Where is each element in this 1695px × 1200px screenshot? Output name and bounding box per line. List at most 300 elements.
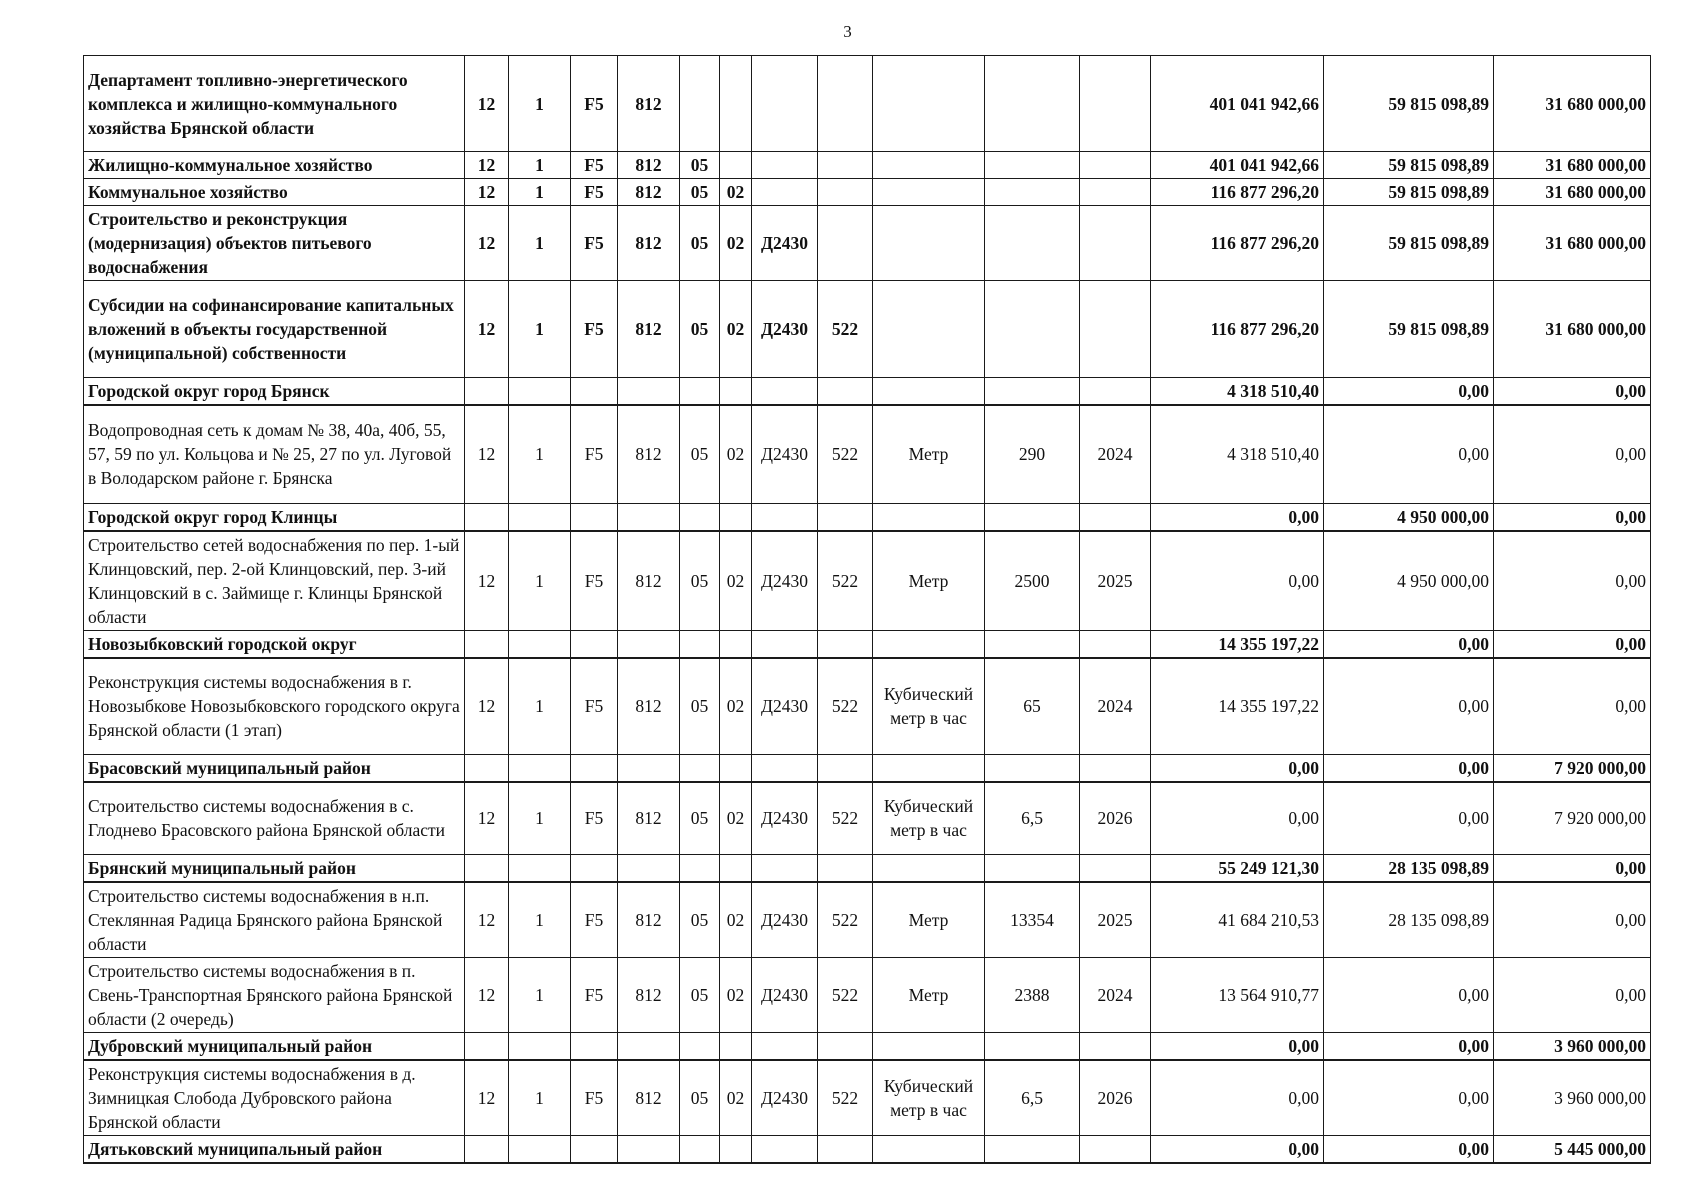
target-item-cell <box>752 630 818 658</box>
amount-cell-3: 7 920 000,00 <box>1494 782 1651 854</box>
row-name-cell: Строительство и реконструкция (модернизация) объектов питьевого водоснабжения <box>84 206 465 281</box>
target-item-cell: Д2430 <box>752 957 818 1032</box>
code-cell-1: 12 <box>465 179 509 206</box>
year-cell <box>1080 1032 1151 1060</box>
code-cell-1 <box>465 1032 509 1060</box>
section-cell: 05 <box>680 782 720 854</box>
code-cell-1: 12 <box>465 206 509 281</box>
subsection-cell <box>720 503 752 531</box>
section-cell <box>680 854 720 882</box>
code-cell-4 <box>618 378 680 406</box>
code-cell-3: F5 <box>571 882 618 958</box>
unit-cell <box>873 854 985 882</box>
section-cell <box>680 630 720 658</box>
amount-cell-3: 5 445 000,00 <box>1494 1135 1651 1163</box>
target-item-cell <box>752 503 818 531</box>
code-cell-4: 812 <box>618 957 680 1032</box>
code-cell-3 <box>571 1135 618 1163</box>
expense-type-cell: 522 <box>818 957 873 1032</box>
target-item-cell <box>752 179 818 206</box>
capacity-cell <box>985 206 1080 281</box>
subsection-cell: 02 <box>720 206 752 281</box>
table-row <box>84 1060 1651 1136</box>
code-cell-3: F5 <box>571 281 618 378</box>
table-row <box>84 206 1651 281</box>
capacity-cell <box>985 630 1080 658</box>
amount-cell-1: 0,00 <box>1151 1032 1324 1060</box>
amount-cell-1: 0,00 <box>1151 755 1324 783</box>
amount-cell-2: 0,00 <box>1324 658 1494 755</box>
table-body <box>84 56 1651 1163</box>
table-subheader-row <box>84 755 1651 783</box>
unit-cell: Метр <box>873 405 985 503</box>
section-cell <box>680 378 720 406</box>
code-cell-3: F5 <box>571 782 618 854</box>
code-cell-4: 812 <box>618 782 680 854</box>
target-item-cell: Д2430 <box>752 882 818 958</box>
capacity-cell <box>985 281 1080 378</box>
expense-type-cell <box>818 503 873 531</box>
unit-cell <box>873 503 985 531</box>
target-item-cell: Д2430 <box>752 1060 818 1136</box>
amount-cell-3: 31 680 000,00 <box>1494 56 1651 152</box>
amount-cell-3: 0,00 <box>1494 882 1651 958</box>
section-cell: 05 <box>680 957 720 1032</box>
year-cell <box>1080 378 1151 406</box>
amount-cell-2: 0,00 <box>1324 957 1494 1032</box>
row-name-cell: Новозыбковский городской округ <box>84 630 465 658</box>
target-item-cell <box>752 378 818 406</box>
expense-type-cell: 522 <box>818 531 873 631</box>
unit-cell: Метр <box>873 957 985 1032</box>
code-cell-3: F5 <box>571 405 618 503</box>
code-cell-1: 12 <box>465 56 509 152</box>
code-cell-1: 12 <box>465 152 509 179</box>
expense-type-cell <box>818 56 873 152</box>
unit-cell: Кубический метр в час <box>873 658 985 755</box>
amount-cell-1: 4 318 510,40 <box>1151 405 1324 503</box>
capacity-cell <box>985 755 1080 783</box>
amount-cell-1: 116 877 296,20 <box>1151 179 1324 206</box>
amount-cell-1: 0,00 <box>1151 503 1324 531</box>
code-cell-4: 812 <box>618 405 680 503</box>
code-cell-2: 1 <box>509 1060 571 1136</box>
table-row <box>84 56 1651 152</box>
code-cell-2: 1 <box>509 405 571 503</box>
row-name-cell: Субсидии на софинансирование капитальных вложений в объекты государственной (муниципальной) собственности <box>84 281 465 378</box>
code-cell-2 <box>509 1135 571 1163</box>
row-name-cell: Дятьковский муниципальный район <box>84 1135 465 1163</box>
code-cell-1: 12 <box>465 782 509 854</box>
expense-type-cell: 522 <box>818 782 873 854</box>
amount-cell-2: 59 815 098,89 <box>1324 206 1494 281</box>
code-cell-3 <box>571 854 618 882</box>
row-name-cell: Строительство системы водоснабжения в п. Свень-Транспортная Брянского района Брянской области (2 очередь) <box>84 957 465 1032</box>
table-row <box>84 531 1651 631</box>
unit-cell <box>873 1032 985 1060</box>
subsection-cell <box>720 630 752 658</box>
capacity-cell: 6,5 <box>985 1060 1080 1136</box>
amount-cell-1: 13 564 910,77 <box>1151 957 1324 1032</box>
code-cell-2 <box>509 1032 571 1060</box>
code-cell-3: F5 <box>571 1060 618 1136</box>
code-cell-2: 1 <box>509 206 571 281</box>
unit-cell <box>873 206 985 281</box>
page-number: 3 <box>843 22 852 41</box>
code-cell-3: F5 <box>571 531 618 631</box>
amount-cell-2: 28 135 098,89 <box>1324 882 1494 958</box>
unit-cell <box>873 755 985 783</box>
amount-cell-1: 41 684 210,53 <box>1151 882 1324 958</box>
code-cell-3: F5 <box>571 658 618 755</box>
table-subheader-row <box>84 503 1651 531</box>
table-subheader-row <box>84 630 1651 658</box>
year-cell <box>1080 206 1151 281</box>
code-cell-3: F5 <box>571 206 618 281</box>
target-item-cell <box>752 854 818 882</box>
code-cell-4 <box>618 503 680 531</box>
section-cell: 05 <box>680 152 720 179</box>
code-cell-3 <box>571 503 618 531</box>
amount-cell-2: 59 815 098,89 <box>1324 281 1494 378</box>
amount-cell-1: 401 041 942,66 <box>1151 56 1324 152</box>
amount-cell-2: 59 815 098,89 <box>1324 152 1494 179</box>
target-item-cell: Д2430 <box>752 531 818 631</box>
section-cell: 05 <box>680 1060 720 1136</box>
row-name-cell: Городской округ город Брянск <box>84 378 465 406</box>
subsection-cell: 02 <box>720 882 752 958</box>
amount-cell-3: 0,00 <box>1494 957 1651 1032</box>
expense-type-cell: 522 <box>818 1060 873 1136</box>
code-cell-3 <box>571 1032 618 1060</box>
subsection-cell <box>720 56 752 152</box>
section-cell: 05 <box>680 882 720 958</box>
code-cell-4: 812 <box>618 1060 680 1136</box>
subsection-cell <box>720 854 752 882</box>
row-name-cell: Брянский муниципальный район <box>84 854 465 882</box>
unit-cell: Кубический метр в час <box>873 782 985 854</box>
expense-type-cell <box>818 206 873 281</box>
code-cell-4 <box>618 1032 680 1060</box>
code-cell-3: F5 <box>571 957 618 1032</box>
section-cell: 05 <box>680 206 720 281</box>
target-item-cell: Д2430 <box>752 206 818 281</box>
amount-cell-3: 31 680 000,00 <box>1494 206 1651 281</box>
expense-type-cell <box>818 755 873 783</box>
amount-cell-1: 14 355 197,22 <box>1151 658 1324 755</box>
year-cell: 2024 <box>1080 405 1151 503</box>
code-cell-3: F5 <box>571 179 618 206</box>
section-cell <box>680 1135 720 1163</box>
code-cell-1 <box>465 630 509 658</box>
table-row <box>84 957 1651 1032</box>
code-cell-1: 12 <box>465 281 509 378</box>
amount-cell-2: 0,00 <box>1324 1032 1494 1060</box>
target-item-cell: Д2430 <box>752 281 818 378</box>
code-cell-2: 1 <box>509 957 571 1032</box>
amount-cell-1: 4 318 510,40 <box>1151 378 1324 406</box>
target-item-cell <box>752 1032 818 1060</box>
subsection-cell <box>720 1135 752 1163</box>
code-cell-1: 12 <box>465 405 509 503</box>
year-cell <box>1080 152 1151 179</box>
capacity-cell: 2388 <box>985 957 1080 1032</box>
code-cell-4: 812 <box>618 56 680 152</box>
target-item-cell: Д2430 <box>752 658 818 755</box>
year-cell: 2024 <box>1080 957 1151 1032</box>
section-cell <box>680 755 720 783</box>
unit-cell <box>873 378 985 406</box>
code-cell-4: 812 <box>618 206 680 281</box>
expense-type-cell: 522 <box>818 658 873 755</box>
code-cell-3: F5 <box>571 152 618 179</box>
unit-cell <box>873 56 985 152</box>
row-name-cell: Жилищно-коммунальное хозяйство <box>84 152 465 179</box>
year-cell: 2024 <box>1080 658 1151 755</box>
code-cell-4: 812 <box>618 152 680 179</box>
expense-type-cell <box>818 378 873 406</box>
code-cell-4: 812 <box>618 531 680 631</box>
code-cell-1: 12 <box>465 882 509 958</box>
expense-type-cell: 522 <box>818 882 873 958</box>
amount-cell-3: 0,00 <box>1494 531 1651 631</box>
capacity-cell <box>985 503 1080 531</box>
expense-type-cell <box>818 1032 873 1060</box>
amount-cell-2: 0,00 <box>1324 630 1494 658</box>
table-subheader-row <box>84 378 1651 406</box>
target-item-cell <box>752 1135 818 1163</box>
code-cell-4: 812 <box>618 882 680 958</box>
row-name-cell: Водопроводная сеть к домам № 38, 40а, 40б, 55, 57, 59 по ул. Кольцова и № 25, 27 по ул. Луговой в Володарском районе г. Брянска <box>84 405 465 503</box>
code-cell-2 <box>509 854 571 882</box>
amount-cell-1: 55 249 121,30 <box>1151 854 1324 882</box>
year-cell: 2026 <box>1080 782 1151 854</box>
code-cell-2: 1 <box>509 56 571 152</box>
section-cell: 05 <box>680 405 720 503</box>
row-name-cell: Департамент топливно-энергетического комплекса и жилищно-коммунального хозяйства Брянской области <box>84 56 465 152</box>
capacity-cell <box>985 56 1080 152</box>
subsection-cell: 02 <box>720 281 752 378</box>
code-cell-1: 12 <box>465 957 509 1032</box>
subsection-cell <box>720 755 752 783</box>
capacity-cell <box>985 1032 1080 1060</box>
code-cell-2: 1 <box>509 882 571 958</box>
amount-cell-1: 0,00 <box>1151 1135 1324 1163</box>
capacity-cell <box>985 378 1080 406</box>
subsection-cell: 02 <box>720 957 752 1032</box>
unit-cell <box>873 630 985 658</box>
expense-type-cell <box>818 179 873 206</box>
amount-cell-3: 3 960 000,00 <box>1494 1060 1651 1136</box>
section-cell <box>680 56 720 152</box>
amount-cell-3: 31 680 000,00 <box>1494 179 1651 206</box>
unit-cell <box>873 1135 985 1163</box>
year-cell <box>1080 854 1151 882</box>
capacity-cell <box>985 179 1080 206</box>
amount-cell-3: 0,00 <box>1494 503 1651 531</box>
unit-cell <box>873 152 985 179</box>
table-row <box>84 882 1651 958</box>
code-cell-2: 1 <box>509 152 571 179</box>
amount-cell-2: 59 815 098,89 <box>1324 179 1494 206</box>
amount-cell-3: 0,00 <box>1494 405 1651 503</box>
row-name-cell: Строительство системы водоснабжения в н.п. Стеклянная Радица Брянского района Брянской области <box>84 882 465 958</box>
subsection-cell: 02 <box>720 405 752 503</box>
section-cell: 05 <box>680 179 720 206</box>
expense-type-cell <box>818 630 873 658</box>
year-cell <box>1080 503 1151 531</box>
amount-cell-2: 4 950 000,00 <box>1324 503 1494 531</box>
code-cell-3 <box>571 378 618 406</box>
amount-cell-1: 0,00 <box>1151 782 1324 854</box>
code-cell-1 <box>465 1135 509 1163</box>
year-cell: 2025 <box>1080 882 1151 958</box>
code-cell-1 <box>465 755 509 783</box>
amount-cell-2: 0,00 <box>1324 1135 1494 1163</box>
table-row <box>84 179 1651 206</box>
code-cell-4 <box>618 854 680 882</box>
year-cell <box>1080 1135 1151 1163</box>
code-cell-3 <box>571 755 618 783</box>
unit-cell: Метр <box>873 882 985 958</box>
code-cell-2: 1 <box>509 782 571 854</box>
code-cell-4 <box>618 630 680 658</box>
year-cell <box>1080 56 1151 152</box>
expense-type-cell: 522 <box>818 405 873 503</box>
code-cell-3: F5 <box>571 56 618 152</box>
code-cell-2 <box>509 630 571 658</box>
amount-cell-2: 0,00 <box>1324 755 1494 783</box>
amount-cell-2: 0,00 <box>1324 405 1494 503</box>
expense-type-cell <box>818 1135 873 1163</box>
target-item-cell <box>752 755 818 783</box>
code-cell-4: 812 <box>618 658 680 755</box>
code-cell-2 <box>509 503 571 531</box>
amount-cell-3: 3 960 000,00 <box>1494 1032 1651 1060</box>
row-name-cell: Брасовский муниципальный район <box>84 755 465 783</box>
subsection-cell <box>720 378 752 406</box>
year-cell: 2025 <box>1080 531 1151 631</box>
subsection-cell: 02 <box>720 782 752 854</box>
subsection-cell: 02 <box>720 1060 752 1136</box>
table-row <box>84 281 1651 378</box>
row-name-cell: Коммунальное хозяйство <box>84 179 465 206</box>
amount-cell-3: 31 680 000,00 <box>1494 281 1651 378</box>
amount-cell-1: 14 355 197,22 <box>1151 630 1324 658</box>
amount-cell-1: 116 877 296,20 <box>1151 206 1324 281</box>
amount-cell-2: 59 815 098,89 <box>1324 56 1494 152</box>
unit-cell: Кубический метр в час <box>873 1060 985 1136</box>
subsection-cell <box>720 1032 752 1060</box>
code-cell-4 <box>618 1135 680 1163</box>
unit-cell: Метр <box>873 531 985 631</box>
target-item-cell <box>752 56 818 152</box>
amount-cell-3: 0,00 <box>1494 378 1651 406</box>
table-subheader-row <box>84 1135 1651 1163</box>
code-cell-2: 1 <box>509 658 571 755</box>
code-cell-2: 1 <box>509 531 571 631</box>
table-row <box>84 152 1651 179</box>
code-cell-4: 812 <box>618 179 680 206</box>
amount-cell-3: 7 920 000,00 <box>1494 755 1651 783</box>
subsection-cell: 02 <box>720 531 752 631</box>
amount-cell-2: 4 950 000,00 <box>1324 531 1494 631</box>
capacity-cell <box>985 152 1080 179</box>
code-cell-2: 1 <box>509 281 571 378</box>
unit-cell <box>873 281 985 378</box>
row-name-cell: Реконструкция системы водоснабжения в г. Новозыбкове Новозыбковского городского округа Брянской области (1 этап) <box>84 658 465 755</box>
table-subheader-row <box>84 854 1651 882</box>
code-cell-1 <box>465 378 509 406</box>
code-cell-1: 12 <box>465 531 509 631</box>
amount-cell-2: 0,00 <box>1324 378 1494 406</box>
table-subheader-row <box>84 1032 1651 1060</box>
year-cell <box>1080 755 1151 783</box>
amount-cell-3: 0,00 <box>1494 630 1651 658</box>
capacity-cell: 2500 <box>985 531 1080 631</box>
amount-cell-2: 28 135 098,89 <box>1324 854 1494 882</box>
table-row <box>84 405 1651 503</box>
year-cell <box>1080 630 1151 658</box>
row-name-cell: Городской округ город Клинцы <box>84 503 465 531</box>
capacity-cell <box>985 854 1080 882</box>
amount-cell-3: 0,00 <box>1494 658 1651 755</box>
capacity-cell: 65 <box>985 658 1080 755</box>
row-name-cell: Строительство сетей водоснабжения по пер. 1-ый Клинцовский, пер. 2-ой Клинцовский, пер. 3-ий Клинцовский в с. Займище г. Клинцы Брянской области <box>84 531 465 631</box>
capacity-cell: 290 <box>985 405 1080 503</box>
year-cell <box>1080 179 1151 206</box>
amount-cell-1: 116 877 296,20 <box>1151 281 1324 378</box>
year-cell: 2026 <box>1080 1060 1151 1136</box>
expense-type-cell <box>818 854 873 882</box>
subsection-cell: 02 <box>720 658 752 755</box>
section-cell: 05 <box>680 531 720 631</box>
amount-cell-1: 0,00 <box>1151 531 1324 631</box>
table-row <box>84 658 1651 755</box>
section-cell <box>680 503 720 531</box>
capacity-cell <box>985 1135 1080 1163</box>
capacity-cell: 13354 <box>985 882 1080 958</box>
code-cell-4: 812 <box>618 281 680 378</box>
section-cell <box>680 1032 720 1060</box>
section-cell: 05 <box>680 658 720 755</box>
expense-type-cell <box>818 152 873 179</box>
year-cell <box>1080 281 1151 378</box>
row-name-cell: Реконструкция системы водоснабжения в д. Зимницкая Слобода Дубровского района Брянской области <box>84 1060 465 1136</box>
code-cell-2 <box>509 755 571 783</box>
budget-table <box>83 55 1651 1164</box>
code-cell-2 <box>509 378 571 406</box>
table-row <box>84 782 1651 854</box>
amount-cell-3: 31 680 000,00 <box>1494 152 1651 179</box>
amount-cell-1: 401 041 942,66 <box>1151 152 1324 179</box>
code-cell-3 <box>571 630 618 658</box>
target-item-cell <box>752 152 818 179</box>
code-cell-1: 12 <box>465 1060 509 1136</box>
code-cell-4 <box>618 755 680 783</box>
code-cell-1 <box>465 854 509 882</box>
capacity-cell: 6,5 <box>985 782 1080 854</box>
subsection-cell <box>720 152 752 179</box>
target-item-cell: Д2430 <box>752 782 818 854</box>
code-cell-1 <box>465 503 509 531</box>
target-item-cell: Д2430 <box>752 405 818 503</box>
amount-cell-2: 0,00 <box>1324 782 1494 854</box>
subsection-cell: 02 <box>720 179 752 206</box>
unit-cell <box>873 179 985 206</box>
amount-cell-3: 0,00 <box>1494 854 1651 882</box>
row-name-cell: Дубровский муниципальный район <box>84 1032 465 1060</box>
